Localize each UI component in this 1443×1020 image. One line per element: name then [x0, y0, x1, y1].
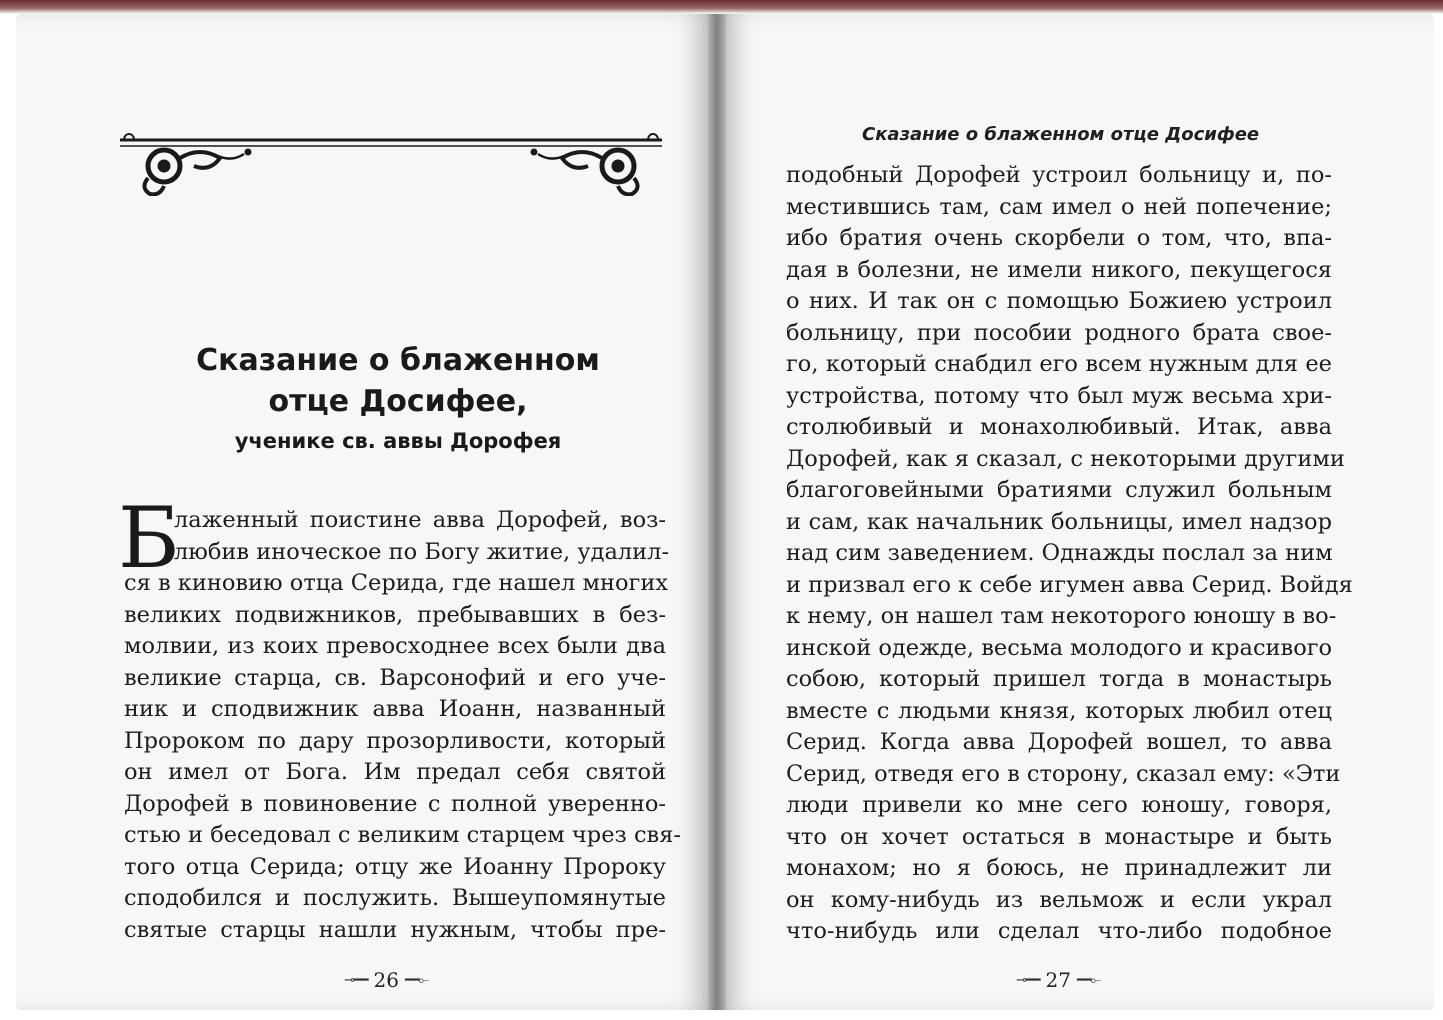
text-line: местившись там, сам имел о ней попечение;	[786, 193, 1332, 220]
text-line: он имел от Бога. Им предал себя святой	[124, 759, 666, 785]
right-page-body	[786, 160, 1353, 948]
text-line: стью и беседовал с великим старцем чрез свя-	[124, 822, 682, 848]
text-line: к нему, он нашел там некоторого юношу в во-	[786, 603, 1337, 629]
text-line: ибо братия очень скорбели о том, что, впа-	[786, 225, 1332, 251]
page-number-right	[1016, 968, 1100, 992]
text-line: что-нибудь или сделал что-либо подобное	[786, 918, 1332, 944]
folio-ornament-icon: ⊸━━	[1016, 972, 1040, 988]
text-line: Серид. Когда авва Дорофей вошел, то авва	[786, 729, 1332, 755]
text-line: лаженный поистине авва Дорофей, воз-	[174, 507, 666, 533]
text-line: что он хочет остаться в монастыре и быть	[786, 823, 1332, 850]
chapter-title-line-1: Сказание о блаженном	[196, 343, 600, 378]
text-line: подобный Дорофей устроил больницу и, по-	[786, 162, 1332, 188]
text-line: го, который снабдил его всем нужным для ее	[786, 351, 1332, 377]
text-line: молвии, из коих превосходнее всех были два	[124, 633, 666, 659]
text-line: дая в болезни, не имели никого, пекущегося	[786, 256, 1332, 283]
text-line: устройства, потому что был муж весьма хри-	[786, 382, 1332, 409]
text-line: того отца Серида; отцу же Иоанну Пророку	[124, 853, 666, 880]
chapter-title-line-2: отце Досифее,	[268, 384, 528, 419]
text-line: святые старцы нашли нужным, чтобы пре-	[124, 916, 666, 943]
chapter-ornament	[118, 118, 664, 196]
text-line: ся в киновию отца Серида, где нашел многих	[124, 570, 669, 596]
text-line: вместе с людьми князя, которых любил отец	[786, 697, 1332, 724]
text-line: он кому-нибудь из вельмож и если украл	[786, 886, 1332, 913]
flourish-right-icon	[531, 149, 638, 194]
text-line: столюбивый и монахолюбивый. Итак, авва	[786, 414, 1332, 440]
running-head: Сказание о блаженном отце Досифее	[862, 124, 1260, 145]
page-number: 27	[1045, 968, 1071, 992]
text-line: люди привели ко мне сего юношу, говоря,	[786, 792, 1332, 818]
flourish-left-icon	[144, 149, 251, 194]
text-line: больницу, при пособии родного брата свое-	[786, 319, 1332, 346]
book-top-edge	[0, 0, 1443, 14]
text-line: монахом; но я боюсь, не принадлежит ли	[786, 855, 1332, 881]
text-line: и призвал его к себе игумен авва Серид. Войдя	[786, 571, 1353, 598]
left-page-body	[124, 505, 682, 946]
text-line: благоговейными братиями служил больным	[786, 477, 1332, 503]
text-line: Серид, отведя его в сторону, сказал ему: «Эти	[786, 760, 1341, 787]
text-line: Дорофей, как я сказал, с некоторыми другими	[786, 445, 1345, 472]
text-line: великие старца, св. Варсонофий и его уче-	[124, 664, 666, 691]
text-line: собою, который пришел тогда в монастырь	[786, 666, 1332, 692]
text-line: и сам, как начальник больницы, имел надзор	[786, 508, 1332, 535]
text-line: любив иноческое по Богу житие, удалил-	[174, 538, 670, 565]
text-line: великих подвижников, пребывавших в без-	[124, 601, 666, 628]
text-line: инской одежде, весьма молодого и красивого	[786, 634, 1333, 661]
book-spine	[708, 14, 726, 1010]
text-line: Пророком по дару прозорливости, который	[124, 727, 666, 754]
text-line: сподобился и послужить. Вышеупомянутые	[124, 885, 666, 911]
page-number: 26	[373, 968, 399, 992]
text-line: о них. И так он с помощью Божиею устроил	[786, 288, 1332, 314]
text-line: ник и сподвижник авва Иоанн, названный	[124, 696, 666, 722]
drop-cap: Б	[118, 489, 180, 587]
page-number-left	[344, 968, 428, 992]
text-line: Дорофей в повиновение с полной уверенно-	[124, 790, 666, 817]
folio-ornament-icon: ⊸━━	[344, 972, 368, 988]
folio-ornament-icon: ━━⟜	[405, 972, 429, 988]
text-line: над сим заведением. Однажды послал за ним	[786, 540, 1333, 566]
folio-ornament-icon: ━━⟜	[1077, 972, 1101, 988]
chapter-subtitle: ученике св. аввы Дорофея	[234, 429, 562, 453]
